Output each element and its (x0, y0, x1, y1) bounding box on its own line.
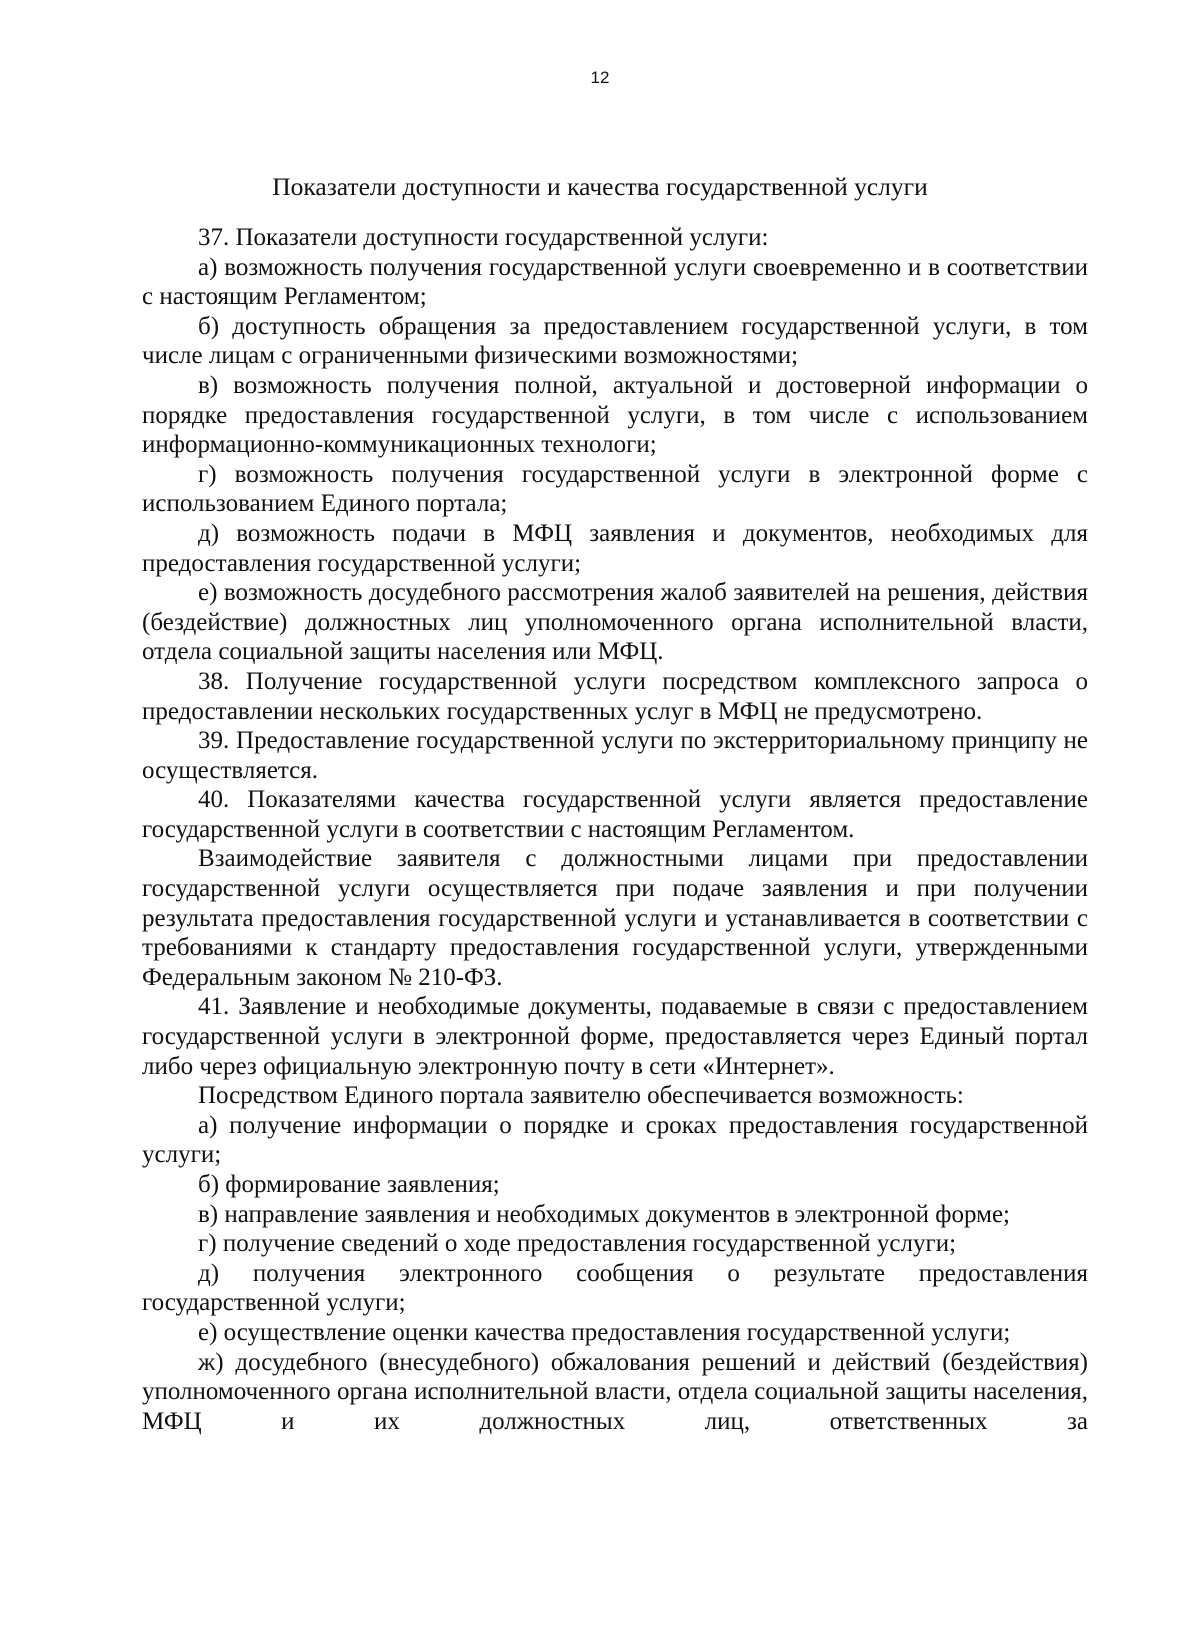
paragraph-37a: а) возможность получения государственной услуги своевременно и в соответствии с настоящим Регламентом; (142, 253, 1088, 311)
paragraph-37v: в) возможность получения полной, актуальной и достоверной информации о порядке предоставления государственной услуги, в том числе с использованием информационно-коммуникационных технологи; (142, 371, 1088, 459)
paragraph-portal-zh: ж) досудебного (внесудебного) обжалования решений и действий (бездействия) уполномоченного органа исполнительной власти, отдела социальной защиты населения, МФЦ и их должностных лиц, ответственных за (142, 1348, 1088, 1435)
paragraph-37b: б) доступность обращения за предоставлением государственной услуги, в том числе лицам с ограниченными физическими возможностями; (142, 312, 1088, 370)
paragraph-portal-e: е) осуществление оценки качества предоставления государственной услуги; (198, 1318, 1011, 1346)
paragraph-portal-g: г) получение сведений о ходе предоставления государственной услуги; (198, 1230, 957, 1258)
section-heading: Показатели доступности и качества государственной услуги (272, 172, 928, 201)
paragraph-38: 38. Получение государственной услуги посредством комплексного запроса о предоставлении нескольких государственных услуг в МФЦ не предусмотрено. (142, 667, 1088, 725)
paragraph-39: 39. Предоставление государственной услуги по экстерриториальному принципу не осуществляется. (142, 727, 1088, 784)
paragraph-portal-intro: Посредством Единого портала заявителю обеспечивается возможность: (198, 1082, 964, 1110)
paragraph-37d: д) возможность подачи в МФЦ заявления и документов, необходимых для предоставления государственной услуги; (142, 519, 1088, 577)
paragraph-portal-d: д) получения электронного сообщения о результате предоставления государственной услуги; (142, 1259, 1088, 1317)
paragraph-41: 41. Заявление и необходимые документы, подаваемые в связи с предоставлением государственной услуги в электронной форме, предоставляется через Единый портал либо через официальную электронную почту в сети «Интернет». (142, 993, 1088, 1080)
paragraph-portal-a: а) получение информации о порядке и сроках предоставления государственной услуги; (142, 1111, 1088, 1169)
page-number: 12 (590, 68, 610, 87)
paragraph-37g: г) возможность получения государственной услуги в электронной форме с использованием Единого портала; (142, 460, 1088, 518)
paragraph-interaction: Взаимодействие заявителя с должностными лицами при предоставлении государственной услуги осуществляется при подаче заявления и при получении результата предоставления государственной услуги и устанавливается в соответствии с требованиями к стандарту предоставления государственной услуги, утвержденными Федеральным законом № 210-ФЗ. (142, 845, 1088, 991)
paragraph-portal-b: б) формирование заявления; (198, 1171, 500, 1198)
document-body (142, 223, 1088, 1436)
paragraph-37e: е) возможность досудебного рассмотрения жалоб заявителей на решения, действия (бездействие) должностных лиц уполномоченного органа исполнительной власти, отдела социальной защиты населения или МФЦ. (142, 579, 1088, 666)
paragraph-40: 40. Показателями качества государственной услуги является предоставление государственной услуги в соответствии с настоящим Регламентом. (142, 786, 1088, 843)
paragraph-portal-v: в) направление заявления и необходимых документов в электронной форме; (198, 1200, 1010, 1228)
paragraph-37: 37. Показатели доступности государственной услуги: (198, 224, 769, 251)
